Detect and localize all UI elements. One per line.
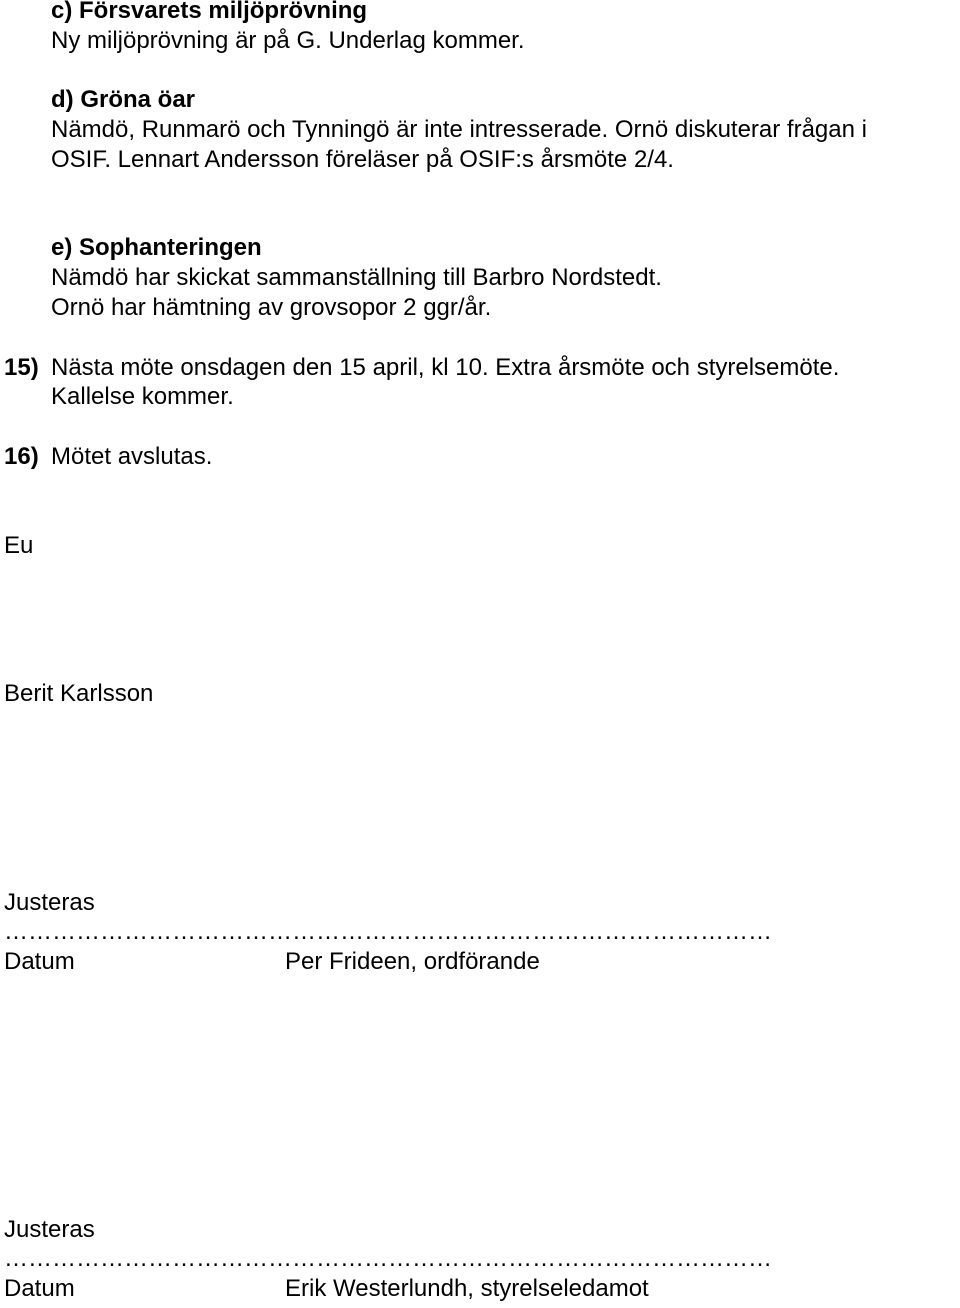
- item-15-number: 15): [4, 354, 39, 381]
- section-d-text-1: Nämdö, Runmarö och Tynningö är inte intresserade. Ornö diskuterar frågan i: [51, 116, 867, 143]
- item-15-text: Nästa möte onsdagen den 15 april, kl 10. Extra årsmöte och styrelsemöte.: [51, 354, 840, 381]
- closing-eu: Eu: [4, 532, 34, 559]
- signature-2-date-label: Datum: [4, 1275, 75, 1302]
- section-e-text-2: Ornö har hämtning av grovsopor 2 ggr/år.: [51, 294, 492, 321]
- signature-2-label: Justeras: [4, 1216, 95, 1243]
- signature-1-label: Justeras: [4, 889, 95, 916]
- section-c-text: Ny miljöprövning är på G. Underlag kommer.: [51, 27, 525, 54]
- section-e-heading: e) Sophanteringen: [51, 234, 262, 261]
- signature-2-name: Erik Westerlundh, styrelseledamot: [285, 1275, 649, 1302]
- signature-1-name: Per Frideen, ordförande: [285, 948, 540, 975]
- section-e-text-1: Nämdö har skickat sammanställning till Barbro Nordstedt.: [51, 264, 662, 291]
- item-16-number: 16): [4, 443, 39, 470]
- secretary-name: Berit Karlsson: [4, 680, 154, 707]
- section-c-heading: c) Försvarets miljöprövning: [51, 0, 368, 24]
- signature-1-date-label: Datum: [4, 948, 75, 975]
- section-d-text-2: OSIF. Lennart Andersson föreläser på OSIF:s årsmöte 2/4.: [51, 146, 674, 173]
- item-16-text: Mötet avslutas.: [51, 443, 213, 470]
- item-15-continuation: Kallelse kommer.: [51, 383, 234, 410]
- section-d-heading: d) Gröna öar: [51, 86, 196, 113]
- signature-2-dotted-line: ……………………………………………………………………………………: [4, 1245, 772, 1272]
- signature-1-dotted-line: ……………………………………………………………………………………: [4, 918, 772, 945]
